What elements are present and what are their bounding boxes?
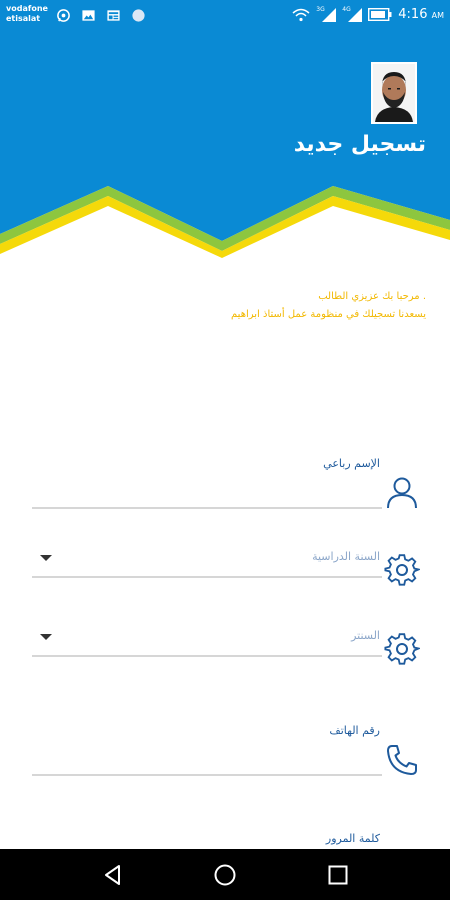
status-bar [0,0,450,34]
welcome-line-2: يسعدنا تسجيلك في منظومة عمل أستاذ ابراهيم [231,309,426,320]
year-select[interactable] [32,540,382,580]
phone-underline [32,774,382,776]
gear-icon [384,631,420,667]
recents-icon[interactable] [326,863,350,887]
back-icon[interactable] [101,863,125,887]
carrier-2: etisalat [6,14,41,23]
wifi-icon [292,8,310,22]
code-field[interactable] [32,830,382,850]
phone-label: رقم الهاتف [329,724,380,737]
carrier-names [6,4,48,24]
phone-icon [384,742,420,778]
signal-icon [342,5,362,22]
code-label: كلمة المرور [325,832,380,845]
welcome-line-1: . مرحبا بك عزيزي الطالب [318,291,426,302]
signal-icon [316,5,336,22]
person-icon [384,474,420,510]
center-underline [32,655,382,657]
chevron-down-icon[interactable] [40,634,52,640]
whatsapp-icon [56,8,71,23]
center-select[interactable] [32,620,382,660]
gear-icon [384,552,420,588]
signal-2-tag: 4G [342,5,351,13]
navigation-bar [0,849,450,900]
clock-ampm: AM [431,11,444,20]
name-label: الإسم رباعي [323,457,380,470]
center-placeholder: السنتر [351,629,380,642]
battery-icon [368,8,392,21]
clock-time: 4:16 [398,7,428,22]
user-avatar[interactable] [371,62,417,124]
page-title: تسجيل جديد [293,132,426,157]
header [0,34,450,264]
carrier-1: vodafone [6,4,48,13]
circle-icon [131,8,146,23]
welcome-message [26,288,426,324]
user-photo-icon [373,64,415,122]
gallery-icon [81,8,96,23]
home-icon[interactable] [213,863,237,887]
system-status [292,7,444,22]
name-field[interactable] [32,455,382,515]
year-underline [32,576,382,578]
phone-field[interactable] [32,722,382,782]
year-placeholder: السنة الدراسية [312,550,380,563]
name-underline [32,507,382,509]
news-icon [106,8,121,23]
clock [398,7,444,22]
notification-icons [56,8,146,23]
chevron-down-icon[interactable] [40,555,52,561]
signal-1-tag: 3G [316,5,325,13]
